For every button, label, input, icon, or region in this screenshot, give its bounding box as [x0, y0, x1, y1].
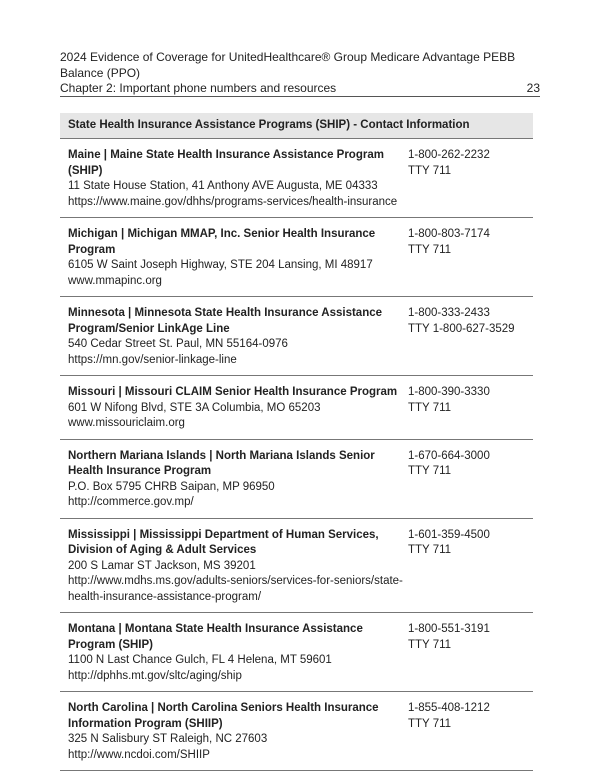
program-address: P.O. Box 5795 CHRB Saipan, MP 96950: [68, 480, 275, 493]
header-divider: [60, 96, 540, 97]
tty-number: TTY 711: [408, 164, 452, 177]
phone-number: 1-800-390-3330: [408, 386, 490, 398]
contact-numbers: [408, 449, 490, 511]
phone-number: 1-855-408-1212: [408, 702, 490, 714]
document-title: 2024 Evidence of Coverage for UnitedHealthcare® Group Medicare Advantage PEBB Balance (PPO): [60, 50, 516, 80]
tty-number: TTY 711: [408, 465, 452, 477]
table-heading: State Health Insurance Assistance Programs (SHIP) - Contact Information: [60, 113, 533, 139]
program-name: Montana | Montana State Health Insurance Assistance Program (SHIP): [68, 623, 363, 651]
program-name: Maine | Maine State Health Insurance Assistance Program (SHIP): [68, 149, 384, 177]
program-name: Michigan | Michigan MMAP, Inc. Senior Health Insurance Program: [68, 228, 376, 256]
program-website-link[interactable]: http://www.ncdoi.com/SHIIP: [68, 748, 210, 761]
phone-number: 1-800-262-2232: [408, 149, 490, 161]
program-address: 601 W Nifong Blvd, STE 3A Columbia, MO 65203: [68, 401, 321, 414]
phone-number: 1-601-359-4500: [408, 528, 490, 541]
program-website-link[interactable]: https://mn.gov/senior-linkage-line: [68, 353, 237, 366]
program-website-link[interactable]: https://www.maine.gov/dhhs/programs-services/health-insurance: [68, 195, 398, 208]
program-address: 11 State House Station, 41 Anthony AVE Augusta, ME 04333: [68, 180, 378, 192]
program-website-link[interactable]: http://www.mdhs.ms.gov/adults-seniors/services-for-seniors/state-health-insurance-assistance-program/: [68, 575, 403, 603]
tty-number: TTY 711: [408, 717, 452, 730]
program-info: [68, 306, 408, 368]
program-address: 325 N Salisbury ST Raleigh, NC 27603: [68, 733, 268, 745]
tty-number: TTY 711: [408, 638, 452, 651]
table-row: [60, 376, 533, 440]
program-website-link[interactable]: http://commerce.gov.mp/: [68, 496, 194, 508]
tty-number: TTY 1-800-627-3529: [408, 322, 515, 335]
program-info: [68, 449, 408, 511]
program-address: 6105 W Saint Joseph Highway, STE 204 Lansing, MI 48917: [68, 259, 373, 271]
program-info: [68, 385, 408, 432]
program-info: [68, 148, 408, 210]
program-info: [68, 528, 408, 606]
contact-numbers: [408, 148, 490, 210]
program-info: [68, 227, 408, 289]
program-name: North Carolina | North Carolina Seniors Health Insurance Information Program (SHIIP): [68, 702, 379, 730]
program-website-link[interactable]: http://dphhs.mt.gov/sltc/aging/ship: [68, 669, 242, 682]
program-address: 1100 N Last Chance Gulch, FL 4 Helena, MT 59601: [68, 654, 332, 666]
table-row: [60, 613, 533, 692]
program-name: Northern Mariana Islands | North Mariana Islands Senior Health Insurance Program: [68, 449, 375, 477]
chapter-title: Chapter 2: Important phone numbers and resources: [60, 81, 337, 95]
program-address: 540 Cedar Street St. Paul, MN 55164-0976: [68, 338, 288, 350]
tty-number: TTY 711: [408, 544, 452, 556]
tty-number: TTY 711: [408, 243, 452, 256]
phone-number: 1-800-803-7174: [408, 228, 490, 240]
ship-contact-table: [60, 113, 533, 771]
program-website-link[interactable]: www.missouriclaim.org: [68, 417, 185, 429]
phone-number: 1-800-333-2433: [408, 307, 490, 319]
contact-numbers: [408, 385, 490, 432]
table-row: [60, 139, 533, 218]
page-number: 23: [526, 81, 540, 95]
program-name: Missouri | Missouri CLAIM Senior Health Insurance Program: [68, 386, 398, 398]
contact-numbers: [408, 227, 490, 289]
program-name: Mississippi | Mississippi Department of Human Services, Division of Aging & Adult Services: [68, 528, 379, 556]
table-row: [60, 218, 533, 297]
program-address: 200 S Lamar ST Jackson, MS 39201: [68, 559, 256, 572]
contact-numbers: [408, 622, 490, 684]
program-info: [68, 701, 408, 763]
table-row: [60, 519, 533, 614]
phone-number: 1-670-664-3000: [408, 449, 490, 462]
program-name: Minnesota | Minnesota State Health Insurance Assistance Program/Senior LinkAge Line: [68, 307, 383, 335]
tty-number: TTY 711: [408, 401, 452, 414]
table-row: [60, 692, 533, 771]
contact-numbers: [408, 701, 490, 763]
running-header: [60, 50, 540, 97]
program-info: [68, 622, 408, 684]
program-website-link[interactable]: www.mmapinc.org: [68, 274, 162, 287]
phone-number: 1-800-551-3191: [408, 623, 490, 635]
contact-numbers: [408, 528, 490, 606]
table-row: [60, 440, 533, 519]
contact-numbers: [408, 306, 515, 368]
table-row: [60, 297, 533, 376]
